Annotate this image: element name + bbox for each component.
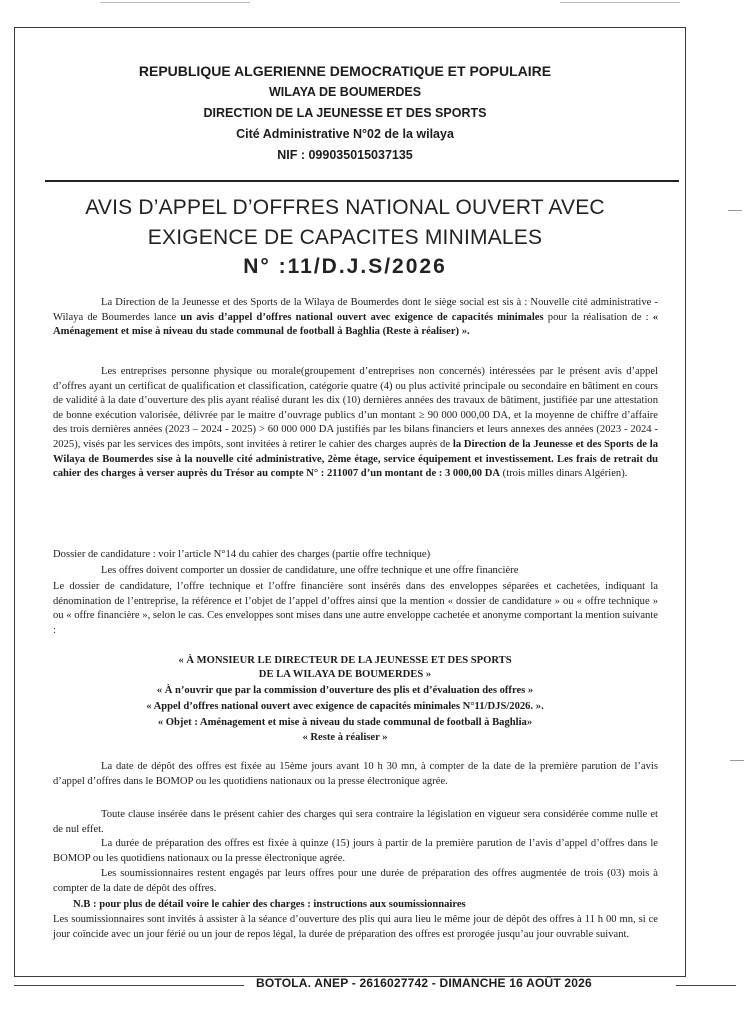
envelope-addressee: « À MONSIEUR LE DIRECTEUR DE LA JEUNESSE ET DES SPORTS [178, 655, 512, 666]
header-divider [45, 180, 679, 182]
header-republic: REPUBLIQUE ALGERIENNE DEMOCRATIQUE ET POPULAIRE [138, 63, 552, 79]
header-address: Cité Administrative N°02 de la wilaya [236, 127, 454, 141]
opening-session-paragraph: Les soumissionnaires sont invités à assister à la séance d’ouverture des plis qui aura lieu le même jour de dépôt des offres à 11 h 00 mn, si ce jour coïncide avec un jour férié ou un jour de repos légal, la durée de préparation des offres est prorogée jusqu’au jour ouvrable suivant. [53, 914, 658, 940]
envelope-opening-note: « À n’ouvrir que par la commission d’ouverture des plis et d’évaluation des offres » [156, 685, 534, 696]
notice-number: N° :11/D.J.S/2026 [243, 255, 447, 278]
scan-edge-mark [728, 210, 742, 211]
scan-edge-mark [730, 760, 744, 761]
validity-paragraph: Les soumissionnaires restent engagés par leurs offres pour une durée de préparation des offres augmentée de trois (03) mois à compter de la date de dépôt des offres. [53, 868, 658, 894]
scan-edge-mark [560, 2, 680, 3]
envelope-object: « Objet : Aménagement et mise à niveau du stade communal de football à Baghlia» [157, 717, 533, 728]
eligibility-text: Les entreprises personne physique ou morale(groupement d’entreprises non concernés) intéressées par le présent avis d’appel d’offres ayant un certificat de qualification et classification, catégorie quatre (4) ou plus activité principale ou secondaire en bâtiment en cours de validité à la date d’ouverture des plis ayant réalisé durant les dix (10) dernières années des travaux de bâtiment, justifiée par une attestation de bonne exécution valorisée, délivrée par le maitre d’ouvrage publics d’un montant ≥ 90 000 000,00 DA, et la moyenne de chiffre d’affaire des trois dernières années (2023 – 2024 - 2025) > 60 000 000 DA justifiés par les bilans financiers et leurs annexes des années (2023 - 2024 - 2025), visés par les services des impôts, sont invitées à retirer le cahier des charges auprès de [53, 366, 658, 450]
dossier-heading: Dossier de candidature : voir l’article N°14 du cahier des charges (partie offre technique) [53, 549, 431, 560]
footer-rule-right [676, 985, 736, 986]
deposit-date-paragraph: La date de dépôt des offres est fixée au 15ème jours avant 10 h 30 mn, à compter de la date de la première parution de l’avis d’appel d’offres dans le BOMOP ou les quotidiens nationaux ou la presse électronique agrée. [53, 761, 658, 787]
notice-title-line1: AVIS D’APPEL D’OFFRES NATIONAL OUVERT AVEC [85, 196, 605, 219]
intro-text: La Direction de la Jeunesse et des Sports de la Wilaya de Boumerdes dont le siège social est sis à : Nouvelle cité administrative - Wilaya de Boumerdes lance [53, 297, 658, 323]
nb-note: N.B : pour plus de détail voire le cahier des charges : instructions aux soumissionnaires [73, 899, 466, 910]
fee-words: (trois milles dinars Algérien). [500, 468, 628, 480]
offers-requirement: Les offres doivent comporter un dossier de candidature, une offre technique et une offre financière [101, 565, 519, 576]
intro-text: pour la réalisation de : [543, 311, 653, 323]
header-direction: DIRECTION DE LA JEUNESSE ET DES SPORTS [203, 106, 487, 120]
header-nif: NIF : 099035015037135 [277, 148, 413, 162]
dossier-body: Le dossier de candidature, l’offre technique et l’offre financière sont insérés dans des enveloppes séparées et cachetées, indiquant la dénomination de l’entreprise, la référence et l’objet de l’appel d’offres ainsi que la mention « dossier de candidature » ou « offre technique » ou « offre financière », selon le cas. Ces enveloppes sont mises dans une autre enveloppe cachetée et anonyme comportant la mention suivante : [53, 581, 658, 636]
project-object: « Aménagement et mise à niveau du stade communal de football à Baghlia (Reste à réaliser) ». [53, 311, 658, 338]
withdrawal-info: la Direction de la Jeunesse et des Sports de la Wilaya de Boumerdes sise à la nouvelle cité administrative, 2ème étage, service équipement et investissement. Les frais de retrait du cahier des charges à verser auprès du Trésor au compte N° : 211007 d’un montant de : 3 000,00 DA [53, 438, 658, 480]
intro-bold-type: un avis d’appel d’offres national ouvert avec exigence de capacités minimales [180, 311, 544, 323]
notice-title-line2: EXIGENCE DE CAPACITES MINIMALES [147, 226, 543, 249]
envelope-remaining: « Reste à réaliser » [302, 732, 388, 743]
clause-paragraph: Toute clause insérée dans le présent cahier des charges qui sera contraire la législation en vigueur sera considérée comme nulle et de nul effet. [53, 809, 658, 835]
scan-edge-mark [100, 2, 250, 3]
envelope-reference: « Appel d’offres national ouvert avec exigence de capacités minimales N°11/DJS/2026. ». [146, 701, 544, 712]
header-wilaya: WILAYA DE BOUMERDES [268, 85, 422, 99]
preparation-duration-paragraph: La durée de préparation des offres est fixée à quinze (15) jours à partir de la première parution de l’avis d’appel d’offres dans le BOMOP ou les quotidiens nationaux ou la presse électronique agrée. [53, 838, 658, 864]
footer-rule-left [14, 985, 244, 986]
intro-paragraph [53, 296, 658, 340]
publication-footer: BOTOLA. ANEP - 2616027742 - DIMANCHE 16 AOÛT 2026 [256, 976, 592, 990]
eligibility-paragraph [53, 365, 658, 482]
envelope-addressee-2: DE LA WILAYA DE BOUMERDES » [258, 669, 432, 680]
